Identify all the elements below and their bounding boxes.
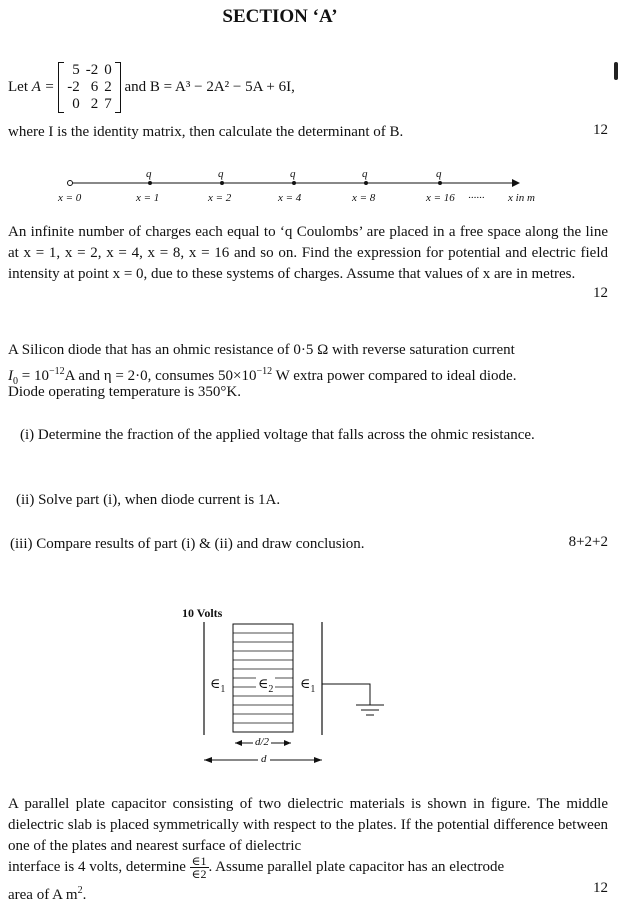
- x-label: x = 4: [278, 192, 302, 204]
- q3-marks: 8+2+2: [568, 534, 608, 550]
- matrix-a: [58, 62, 121, 113]
- charge-label: q: [146, 168, 152, 180]
- q4-marks: 12: [593, 880, 608, 896]
- q1-line2: where I is the identity matrix, then calculate the determinant of B.: [8, 124, 404, 140]
- charge-label: q: [362, 168, 368, 180]
- charge-label: q: [290, 168, 296, 180]
- d-arrow-left: [204, 757, 212, 763]
- x-label: x = 8: [352, 192, 376, 204]
- charge-point: [148, 181, 152, 185]
- margin-mark: [614, 62, 618, 80]
- matrix-cell: 0: [104, 62, 112, 78]
- charge-point: [292, 181, 296, 185]
- charge-point: [220, 181, 224, 185]
- x-axis-unit-label: x in m: [508, 192, 535, 204]
- q3-part-ii: (ii) Solve part (i), when diode current is 1A.: [16, 492, 281, 508]
- matrix-cell: 5: [72, 62, 80, 78]
- ground-wire: [322, 684, 370, 705]
- matrix-cell: -2: [67, 79, 80, 95]
- q3-text-a: A Silicon diode that has an ohmic resistance of 0·5 Ω with reverse saturation current: [8, 342, 515, 358]
- section-title: SECTION ‘A’: [222, 6, 338, 27]
- q1-let: Let: [8, 78, 32, 95]
- matrix-cell: 2: [104, 79, 112, 95]
- matrix-cell: -2: [85, 62, 99, 78]
- q3-i0: I: [8, 368, 13, 384]
- charge-label: q: [218, 168, 224, 180]
- d2-label: d/2: [255, 736, 270, 748]
- q4-text-b: interface is 4 volts, determine: [8, 859, 186, 875]
- ground-icon: [356, 705, 384, 715]
- q3-part-iii: (iii) Compare results of part (i) & (ii) and draw conclusion.: [10, 536, 365, 552]
- q1-a-eq: A =: [31, 78, 55, 95]
- q1-statement: [8, 62, 295, 113]
- matrix-right-bracket: [115, 62, 121, 113]
- matrix-cell: 6: [90, 79, 99, 95]
- q3-b2: = 10: [18, 368, 49, 384]
- d-label: d: [258, 753, 270, 765]
- q3-sup2: −12: [256, 366, 273, 377]
- x-axis-arrowhead: [512, 179, 520, 187]
- epsilon2-label: $\in_2$: [258, 677, 274, 695]
- d-arrow-right: [314, 757, 322, 763]
- charge-label: q: [436, 168, 442, 180]
- q3-b3: A and η = 2·0, consumes 50×10: [64, 368, 257, 384]
- q2-text: An infinite number of charges each equal to ‘q Coulombs’ are placed in a free space along the line at x = 1, x = 2, x = 4, x = 8, x = 16 and so on. Find the expression for potential and electric field intensity at point x = 0, due to these systems of charges. Assume that values of x are in metres.: [8, 224, 608, 282]
- x-label: x = 16: [426, 192, 455, 204]
- x-label: x = 2: [208, 192, 232, 204]
- q4-text-a: A parallel plate capacitor consisting of two dielectric materials is shown in figure. The middle dielectric slab is placed symmetrically with respect to the plates. If the potential difference between one of the plates and nearest surface of dielectric: [8, 796, 608, 854]
- charge-point: [364, 181, 368, 185]
- q2-marks: 12: [593, 285, 608, 301]
- matrix-left-bracket: [58, 62, 64, 113]
- epsilon1-right: $\in_1$: [300, 677, 316, 695]
- d2-arrow-left: [235, 740, 242, 746]
- d2-arrow-right: [284, 740, 291, 746]
- q3-sup1: −12: [48, 366, 65, 377]
- x-label: x = 1: [136, 192, 160, 204]
- q4-text-c: . Assume parallel plate capacitor has an electrode: [208, 859, 505, 875]
- q1-marks: 12: [593, 122, 608, 138]
- dots-ellipsis: ······: [468, 192, 485, 204]
- q3-part-i: (i) Determine the fraction of the applied voltage that falls across the ohmic resistance.: [20, 427, 535, 443]
- matrix-cell: 2: [90, 96, 99, 112]
- volts-label: 10 Volts: [182, 606, 223, 620]
- epsilon1-left: $\in_1$: [210, 677, 226, 695]
- matrix-cell: 7: [104, 96, 112, 112]
- q3-i0-sub: 0: [13, 376, 18, 387]
- matrix-cell: 0: [72, 96, 80, 112]
- epsilon-ratio-fraction: $\frac{\in 1}{\in 2}$: [191, 854, 207, 882]
- q3-text-c: Diode operating temperature is 350°K.: [8, 384, 242, 400]
- x-label: x = 0: [58, 192, 82, 204]
- q3-b4: W extra power compared to ideal diode.: [272, 368, 517, 384]
- q4-text-d: area of A $m^2$.: [8, 885, 87, 903]
- charge-point: [438, 181, 442, 185]
- q4-text-bc: [8, 855, 608, 880]
- q1-and-b: and B = A³ − 2A² − 5A + 6I,: [124, 78, 295, 95]
- origin-point: [68, 181, 73, 186]
